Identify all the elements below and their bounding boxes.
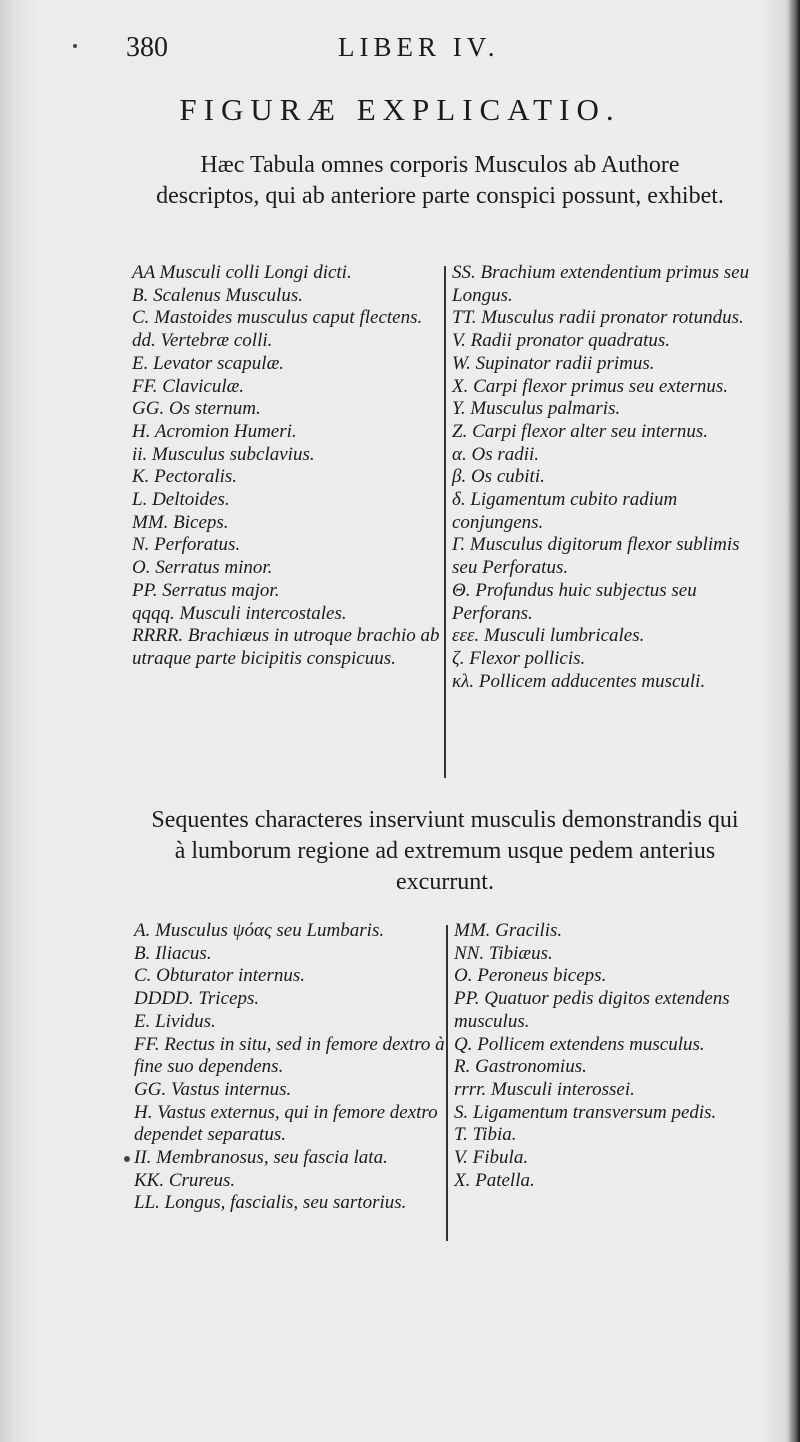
legend-item: εεε. Musculi lumbricales. [452, 625, 645, 647]
page-header [120, 28, 720, 68]
column-divider [446, 925, 448, 1241]
legend-item: L. Deltoides. [132, 489, 230, 511]
legend-item: dd. Vertebræ colli. [132, 330, 273, 352]
legend-item: K. Pectoralis. [132, 466, 238, 488]
plate-title: FIGURÆ EXPLICATIO. [179, 92, 621, 127]
intro-paragraph-lower-limb: Sequentes characteres inserviunt musculis demonstrandis qui à lumborum regione ad extremum usque pedem anterius excurrunt. [151, 807, 739, 895]
column-divider [444, 266, 446, 778]
page-number: 380 [126, 32, 168, 63]
legend-item: FF. Claviculæ. [132, 375, 245, 397]
legend-list-lower-left [134, 920, 446, 1215]
legend-item: α. Os radii. [452, 443, 540, 465]
legend-item: V. Fibula. [454, 1147, 529, 1169]
legend-item: rrrr. Musculi interossei. [454, 1078, 635, 1100]
legend-item: FF. Rectus in situ, sed in femore dextro à fine suo dependens. [134, 1033, 445, 1078]
legend-item: R. Gastronomius. [454, 1056, 587, 1078]
legend-item: II. Membranosus, seu fascia lata. [134, 1147, 388, 1169]
legend-item: GG. Vastus internus. [134, 1078, 292, 1100]
legend-item: E. Levator scapulæ. [132, 352, 284, 374]
legend-item: Y. Musculus palmaris. [452, 398, 621, 420]
legend-item: δ. Ligamentum cubito radium conjungens. [452, 489, 678, 533]
running-head: LIBER IV. [338, 32, 500, 62]
legend-item: S. Ligamentum transversum pedis. [454, 1101, 717, 1123]
legend-item: κλ. Pollicem adducentes musculi. [452, 670, 706, 692]
legend-item: KK. Crureus. [134, 1169, 236, 1191]
legend-item: TT. Musculus radii pronator rotundus. [452, 307, 744, 329]
legend-item: qqqq. Musculi intercostales. [132, 602, 347, 624]
legend-item: NN. Tibiæus. [454, 942, 553, 964]
legend-item: Θ. Profundus huic subjectus seu Perforans. [452, 579, 697, 624]
legend-item: A. Musculus ψόας seu Lumbaris. [134, 920, 385, 941]
ink-speck [73, 44, 77, 48]
legend-item: B. Scalenus Musculus. [132, 284, 303, 306]
legend-item: LL. Longus, fascialis, seu sartorius. [134, 1192, 407, 1214]
legend-item: Z. Carpi flexor alter seu internus. [452, 420, 708, 442]
legend-item: Q. Pollicem extendens musculus. [454, 1033, 705, 1055]
legend-item: H. Vastus externus, qui in femore dextro dependet separatus. [134, 1101, 438, 1146]
legend-item: O. Peroneus biceps. [454, 965, 607, 987]
legend-item: GG. Os sternum. [132, 398, 261, 420]
legend-item: ii. Musculus subclavius. [132, 443, 315, 465]
legend-item: PP. Quatuor pedis digitos extendens musculus. [454, 988, 730, 1032]
legend-item: N. Perforatus. [132, 534, 241, 556]
legend-item: ζ. Flexor pollicis. [452, 647, 586, 669]
legend-item: V. Radii pronator quadratus. [452, 330, 670, 352]
legend-item: PP. Serratus major. [132, 579, 280, 601]
legend-item: C. Obturator internus. [134, 965, 306, 987]
legend-item: X. Carpi flexor primus seu externus. [452, 375, 729, 397]
legend-item: H. Acromion Humeri. [132, 420, 297, 442]
legend-item: X. Patella. [454, 1169, 535, 1191]
legend-list-lower-right [454, 920, 764, 1192]
legend-list-anterior-right [452, 262, 762, 693]
legend-item: T. Tibia. [454, 1124, 517, 1146]
legend-list-anterior-left [132, 262, 442, 671]
legend-item: AA Musculi colli Longi dicti. [132, 262, 352, 283]
page-gutter-shadow [788, 0, 800, 1442]
legend-item: RRRR. Brachiæus in utroque brachio ab utraque parte bicipitis conspicuus. [132, 625, 440, 669]
legend-item: MM. Biceps. [132, 511, 229, 533]
legend-item: W. Supinator radii primus. [452, 352, 655, 374]
legend-item: MM. Gracilis. [454, 920, 563, 941]
legend-item: B. Iliacus. [134, 942, 212, 964]
legend-item: DDDD. Triceps. [134, 988, 260, 1010]
legend-item: β. Os cubiti. [452, 466, 545, 488]
intro-paragraph-anterior: Hæc Tabula omnes corporis Musculos ab Authore descriptos, qui ab anteriore parte conspici possunt, exhibet. [156, 152, 724, 209]
legend-item: C. Mastoides musculus caput flectens. [132, 307, 423, 329]
legend-item: SS. Brachium extendentium primus seu Longus. [452, 262, 750, 306]
legend-item: Γ. Musculus digitorum flexor sublimis seu Perforatus. [452, 534, 740, 579]
ink-speck [124, 1156, 130, 1162]
legend-item: O. Serratus minor. [132, 557, 273, 579]
legend-item: E. Lividus. [134, 1010, 216, 1032]
